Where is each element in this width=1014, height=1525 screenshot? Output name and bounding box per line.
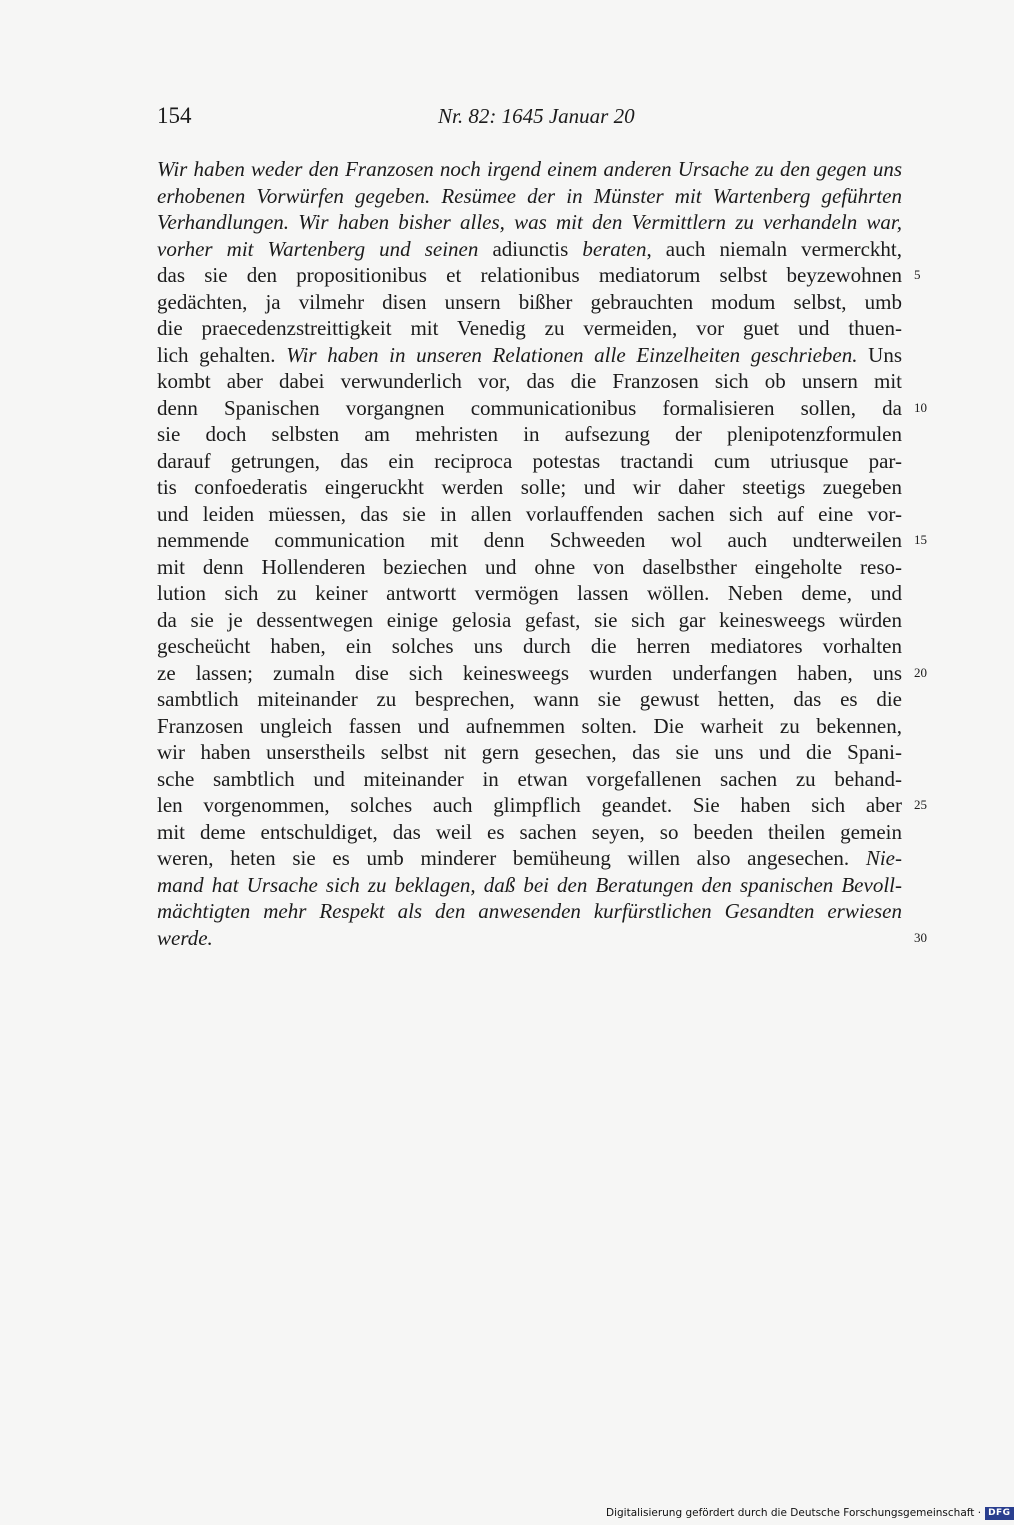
text-line: [157, 925, 902, 952]
italic-segment: Wir haben in unseren Relationen alle Einzelheiten geschrieben.: [286, 342, 858, 367]
text-line: [157, 845, 902, 872]
text-segment: len vorgenommen, solches auch glimpflich geandet. Sie haben sich aber: [157, 793, 902, 817]
italic-segment: Verhandlungen. Wir haben bisher alles, was mit den Vermittlern zu verhandeln war,: [157, 210, 902, 234]
text-line: [157, 448, 902, 475]
text-line: [157, 766, 902, 793]
italic-segment: werde.: [157, 925, 213, 950]
text-segment: die praecedenzstreittigkeit mit Venedig zu vermeiden, vor guet und thuen-: [157, 316, 902, 340]
text-segment: und leiden müessen, das sie in allen vorlauffenden sachen sich auf eine vor-: [157, 501, 902, 526]
text-segment: das sie den propositionibus et relationibus mediatorum selbst beyzewohnen: [157, 263, 902, 287]
text-segment: denn Spanischen vorgangnen communicationibus formalisieren sollen, da: [157, 395, 902, 420]
text-segment: sche sambtlich und miteinander in etwan vorgefallenen sachen zu behand-: [157, 766, 902, 791]
text-segment: lich gehalten.: [157, 342, 287, 367]
text-segment: darauf getrungen, das ein reciproca potestas tractandi cum utriusque par-: [157, 448, 902, 473]
line-number: 30: [914, 929, 927, 945]
text-line: [157, 209, 902, 236]
text-line: [157, 368, 902, 395]
text-line: [157, 421, 902, 448]
text-line: [157, 501, 902, 528]
text-segment: weren, heten sie es umb minderer bemüheung willen also angesechen.: [157, 846, 866, 870]
text-line: [157, 395, 902, 422]
italic-segment: mächtigten mehr Respekt als den anwesenden kurfürstlichen Gesandten erwiesen: [157, 899, 902, 923]
text-line: [157, 607, 902, 634]
text-segment: lution sich zu keiner antwortt vermögen lassen wöllen. Neben deme, und: [157, 581, 902, 605]
text-segment: kombt aber dabei verwunderlich vor, das die Franzosen sich ob unsern mit: [157, 369, 902, 393]
text-line: [157, 872, 902, 899]
digitization-credit: [606, 1505, 1014, 1521]
line-number: 25: [914, 797, 927, 812]
line-number: 5: [914, 267, 921, 282]
text-line: [157, 580, 902, 607]
text-segment: , auch niemaln vermerckht,: [646, 236, 903, 261]
text-line: [157, 792, 902, 819]
text-line: [157, 527, 902, 554]
text-segment: ze lassen; zumaln dise sich keinesweegs wurden underfangen haben, uns: [157, 660, 902, 685]
credit-text: Digitalisierung gefördert durch die Deutsche Forschungsgemeinschaft ·: [606, 1507, 982, 1519]
running-head: Nr. 82: 1645 Januar 20: [438, 104, 635, 128]
text-line: [157, 554, 902, 581]
line-number: 20: [914, 664, 927, 680]
text-line: [157, 183, 902, 210]
text-line: [157, 819, 902, 846]
text-segment: mit denn Hollenderen beziechen und ohne von daselbsther eingeholte reso-: [157, 554, 902, 579]
text-line: [157, 262, 902, 289]
text-line: [157, 342, 902, 369]
text-segment: tis confoederatis eingeruckht werden solle; und wir daher steetigs zuegeben: [157, 475, 902, 499]
italic-segment: Nie-: [865, 846, 902, 870]
text-segment: Uns: [857, 342, 902, 367]
text-line: [157, 633, 902, 660]
italic-segment: Wir haben weder den Franzosen noch irgend einem anderen Ursache zu den gegen uns: [157, 157, 902, 181]
text-line: [157, 898, 902, 925]
line-number: 15: [914, 532, 927, 547]
body-text: [157, 156, 902, 951]
italic-segment: vorher mit Wartenberg und seinen: [157, 236, 493, 261]
text-line: [157, 713, 902, 740]
text-line: [157, 236, 902, 263]
page-number: 154: [157, 103, 192, 128]
text-line: [157, 686, 902, 713]
text-line: [157, 660, 902, 687]
text-segment: sie doch selbsten am mehristen in aufsezung der plenipotenzformulen: [157, 422, 902, 446]
text-segment: da sie je dessentwegen einige gelosia gefast, sie sich gar keinesweegs würden: [157, 607, 902, 632]
text-segment: gedächten, ja vilmehr disen unsern bißher gebrauchten modum selbst, umb: [157, 289, 902, 314]
text-segment: nemmende communication mit denn Schweeden wol auch undterweilen: [157, 528, 902, 552]
text-segment: gescheücht haben, ein solches uns durch die herren mediatores vorhalten: [157, 634, 902, 658]
text-segment: sambtlich miteinander zu besprechen, wann sie gewust hetten, das es die: [157, 687, 902, 711]
dfg-logo: DFG: [985, 1507, 1014, 1520]
text-line: [157, 289, 902, 316]
italic-segment: mand hat Ursache sich zu beklagen, daß bei den Beratungen den spanischen Bevoll-: [157, 872, 902, 897]
text-line: [157, 156, 902, 183]
text-segment: mit deme entschuldiget, das weil es sachen seyen, so beeden theilen gemein: [157, 819, 902, 844]
text-line: [157, 315, 902, 342]
page-header: [157, 100, 902, 136]
italic-segment: erhobenen Vorwürfen gegeben. Resümee der in Münster mit Wartenberg geführten: [157, 183, 902, 208]
text-segment: adiunctis: [492, 236, 583, 261]
line-number: 10: [914, 399, 927, 415]
italic-segment: beraten: [582, 236, 647, 261]
text-segment: wir haben unserstheils selbst nit gern gesechen, das sie uns und die Spani-: [157, 740, 902, 764]
text-line: [157, 474, 902, 501]
text-line: [157, 739, 902, 766]
text-segment: Franzosen ungleich fassen und aufnemmen solten. Die warheit zu bekennen,: [157, 713, 902, 738]
